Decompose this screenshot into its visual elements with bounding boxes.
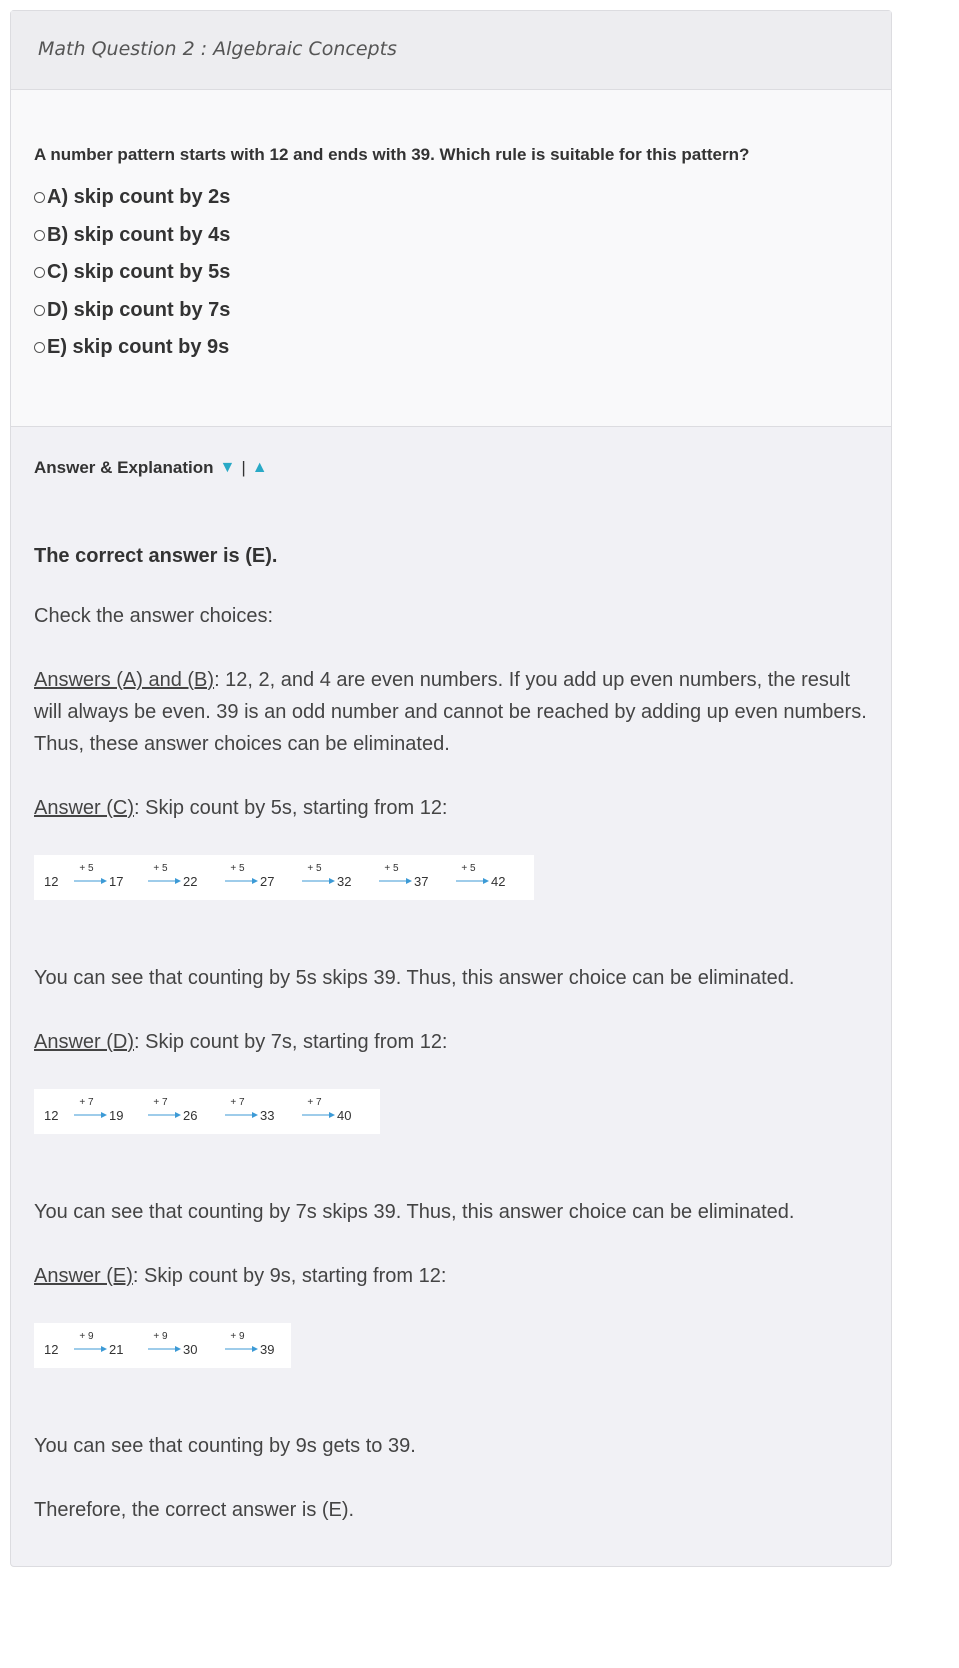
answer-toggle-label: Answer & Explanation [34,458,214,477]
sequence-arrowhead [252,1346,258,1352]
sequence-d-svg [34,1089,380,1134]
sequence-arrowhead [252,878,258,884]
check-text: Check the answer choices: [34,605,274,627]
sequence-step-label: + 9 [230,1331,245,1342]
sequence-c [34,855,534,900]
sequence-step-label: + 7 [79,1097,94,1108]
sequence-c-svg [34,855,534,900]
question-body [11,90,891,427]
explanation-e [34,1260,868,1292]
option-b-label: B) skip count by 4s [47,223,231,246]
label-d: Answer (D) [34,1031,135,1053]
sequence-value: 30 [183,1342,198,1357]
sequence-e-svg [34,1323,291,1368]
sequence-start: 12 [44,1342,59,1357]
radio-b[interactable] [34,230,45,241]
sequence-value: 19 [109,1108,124,1123]
sequence-start: 12 [44,874,59,889]
after-c: You can see that counting by 5s skips 39. Thus, this answer choice can be eliminated. [34,967,795,989]
sequence-value: 17 [109,874,124,889]
sequence-arrowhead [252,1112,258,1118]
sequence-step-label: + 5 [230,863,245,874]
sequence-value: 22 [183,874,198,889]
sequence-start: 12 [44,1108,59,1123]
explanation-d [34,1026,868,1058]
option-c[interactable] [34,254,868,292]
collapse-triangle-icon[interactable]: ▲ [251,459,268,476]
sequence-value: 33 [260,1108,275,1123]
sequence-value: 39 [260,1342,275,1357]
text-c: : Skip count by 5s, starting from 12: [134,797,448,819]
label-e: Answer (E) [34,1265,133,1287]
sequence-d [34,1089,380,1134]
sequence-value: 32 [337,874,352,889]
radio-a[interactable] [34,192,45,203]
sequence-step-label: + 9 [153,1331,168,1342]
option-a[interactable] [34,179,868,217]
answer-section [11,427,891,1566]
label-ab: Answers (A) and (B) [34,669,215,691]
option-e-label: E) skip count by 9s [47,336,230,359]
after-e: You can see that counting by 9s gets to 39. [34,1435,416,1457]
sequence-value: 26 [183,1108,198,1123]
option-d-label: D) skip count by 7s [47,298,231,321]
sequence-arrowhead [406,878,412,884]
toggle-separator: | [241,458,246,477]
sequence-arrowhead [101,1346,107,1352]
sequence-value: 37 [414,874,429,889]
explanation-c [34,792,868,824]
label-c: Answer (C) [34,797,135,819]
sequence-step-label: + 7 [307,1097,322,1108]
sequence-step-label: + 7 [230,1097,245,1108]
option-b[interactable] [34,217,868,255]
option-e[interactable] [34,329,868,367]
sequence-arrowhead [175,878,181,884]
after-d: You can see that counting by 7s skips 39. Thus, this answer choice can be eliminated. [34,1201,795,1223]
sequence-step-label: + 5 [79,863,94,874]
option-d[interactable] [34,292,868,330]
sequence-step-label: + 7 [153,1097,168,1108]
sequence-value: 42 [491,874,506,889]
sequence-e [34,1323,291,1368]
sequence-arrowhead [175,1346,181,1352]
question-stem: A number pattern starts with 12 and ends with 39. Which rule is suitable for this pattern? [34,145,750,164]
correct-answer: The correct answer is (E). [34,545,278,567]
radio-e[interactable] [34,342,45,353]
sequence-arrowhead [175,1112,181,1118]
answer-toggle[interactable] [34,457,868,479]
option-a-label: A) skip count by 2s [47,186,231,209]
question-card [10,10,892,1567]
conclusion: Therefore, the correct answer is (E). [34,1499,355,1521]
sequence-value: 40 [337,1108,352,1123]
sequence-step-label: + 5 [461,863,476,874]
text-ab: : 12, 2, and 4 are even numbers. If you add up even numbers, the result will always be even. 39 is an odd number and cannot be reached by adding up even numbers. Thus, these answer choices can be eliminated. [34,669,867,755]
sequence-arrowhead [101,1112,107,1118]
explanation-ab [34,664,868,760]
sequence-value: 21 [109,1342,124,1357]
sequence-step-label: + 5 [384,863,399,874]
question-title: Math Question 2 : Algebraic Concepts [11,11,891,90]
radio-c[interactable] [34,267,45,278]
sequence-arrowhead [329,1112,335,1118]
sequence-value: 27 [260,874,275,889]
text-d: : Skip count by 7s, starting from 12: [134,1031,448,1053]
text-e: : Skip count by 9s, starting from 12: [132,1265,447,1287]
expand-triangle-icon[interactable]: ▼ [219,459,236,476]
radio-d[interactable] [34,305,45,316]
sequence-arrowhead [483,878,489,884]
sequence-arrowhead [329,878,335,884]
option-c-label: C) skip count by 5s [47,261,231,284]
sequence-step-label: + 9 [79,1331,94,1342]
sequence-step-label: + 5 [153,863,168,874]
sequence-step-label: + 5 [307,863,322,874]
sequence-arrowhead [101,878,107,884]
